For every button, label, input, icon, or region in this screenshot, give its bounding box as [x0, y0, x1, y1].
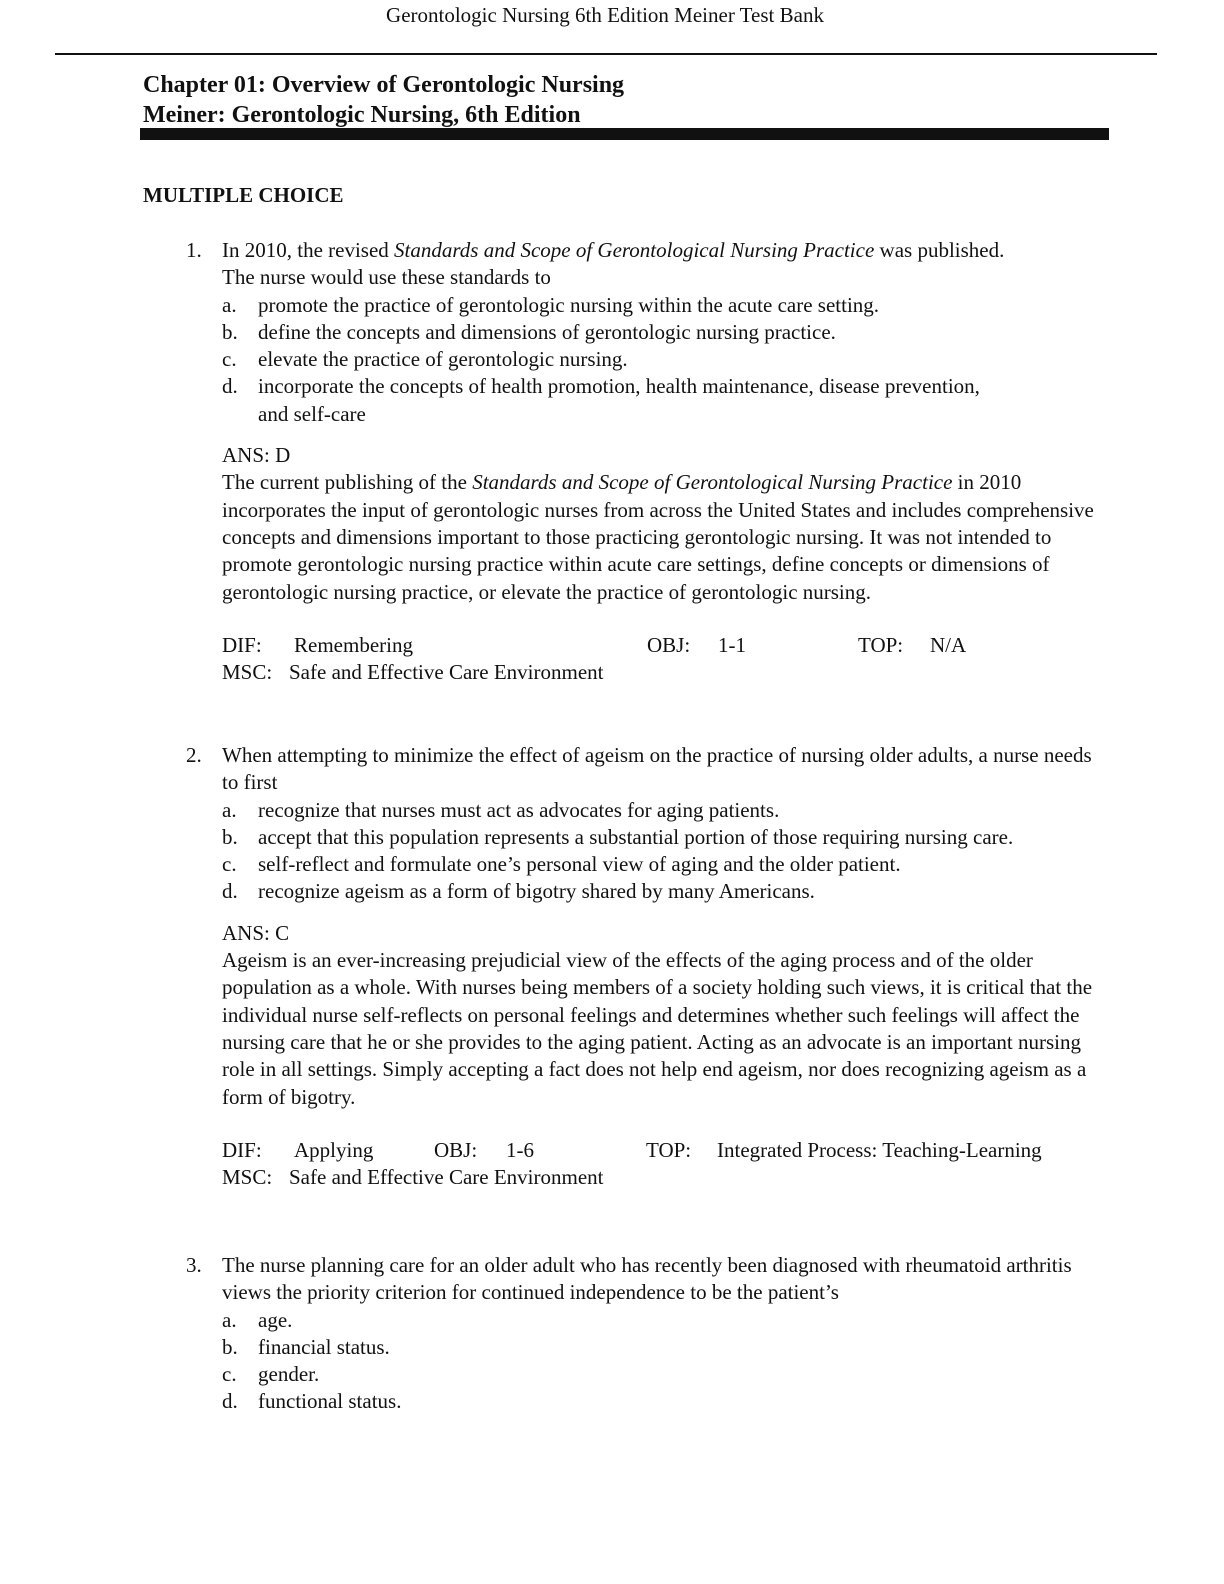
option-d: d. functional status. — [222, 1389, 402, 1414]
option-a: a. promote the practice of gerontologic nursing within the acute care setting. — [222, 292, 880, 317]
msc-label: MSC: — [222, 660, 273, 685]
question-3 — [186, 1252, 1116, 1416]
question-1 — [186, 237, 1116, 686]
book-title: Meiner: Gerontologic Nursing, 6th Edition — [143, 102, 581, 128]
obj-value: 1-6 — [506, 1137, 534, 1162]
question-metadata — [222, 632, 1116, 687]
question-stem: The nurse planning care for an older adult who has recently been diagnosed with rheumatoid arthritis views the priority criterion for continued independence to be the patient’s — [222, 1253, 1072, 1305]
question-number: 1. — [186, 238, 202, 262]
chapter-title: Chapter 01: Overview of Gerontologic Nursing — [143, 72, 625, 98]
answer-options — [222, 1307, 1116, 1416]
msc-label: MSC: — [222, 1165, 273, 1190]
header-divider — [55, 53, 1157, 55]
option-c: c. elevate the practice of gerontologic nursing. — [222, 347, 628, 372]
option-a: a. recognize that nurses must act as advocates for aging patients. — [222, 797, 780, 822]
answer-options — [222, 292, 1116, 428]
obj-label: OBJ: — [647, 632, 691, 657]
option-c: c. gender. — [222, 1362, 320, 1387]
option-b: b. financial status. — [222, 1334, 390, 1359]
answer-key: ANS: C — [222, 920, 290, 945]
option-a: a. age. — [222, 1307, 293, 1332]
option-d: d. incorporate the concepts of health promotion, health maintenance, disease prevention, and self-care — [222, 374, 980, 426]
msc-value: Safe and Effective Care Environment — [289, 660, 604, 685]
question-stem: When attempting to minimize the effect of ageism on the practice of nursing older adults, a nurse needs to first — [222, 743, 1092, 795]
rationale: Ageism is an ever-increasing prejudicial view of the effects of the aging process and of the older population as a whole. With nurses being members of a society holding such views, it is critical that the individual nurse self-reflects on personal feelings and determines whether such feelings will affect the nursing care that he or she provides to the aging patient. Acting as an advocate is an important nursing role in all settings. Simply accepting a fact does not help end ageism, nor does recognizing ageism as a form of bigotry. — [222, 948, 1093, 1109]
option-c: c. self-reflect and formulate one’s personal view of aging and the older patient. — [222, 852, 901, 877]
question-number: 2. — [186, 743, 202, 767]
question-stem: In 2010, the revised Standards and Scope of Gerontological Nursing Practice was published. The nurse would use these standards to — [222, 238, 1005, 290]
dif-label: DIF: — [222, 1137, 262, 1162]
question-2 — [186, 742, 1116, 1191]
question-number: 3. — [186, 1253, 202, 1277]
section-heading: MULTIPLE CHOICE — [143, 183, 344, 207]
top-value: Integrated Process: Teaching-Learning — [717, 1137, 1042, 1162]
chapter-divider — [140, 128, 1109, 140]
dif-label: DIF: — [222, 632, 262, 657]
option-b: b. accept that this population represents a substantial portion of those requiring nursing care. — [222, 824, 1014, 849]
msc-value: Safe and Effective Care Environment — [289, 1165, 604, 1190]
answer-key: ANS: D — [222, 443, 291, 468]
option-b: b. define the concepts and dimensions of gerontologic nursing practice. — [222, 319, 836, 344]
question-metadata — [222, 1137, 1116, 1192]
dif-value: Remembering — [294, 632, 413, 657]
answer-options — [222, 797, 1116, 906]
obj-value: 1-1 — [718, 632, 746, 657]
rationale: The current publishing of the Standards and Scope of Gerontological Nursing Practice in 2010 incorporates the input of gerontologic nurses from across the United States and includes comprehensive concepts and dimensions important to those practicing gerontologic nursing. It was not intended to promote gerontologic nursing practice within acute care settings, define concepts or dimensions of gerontologic nursing practice, or elevate the practice of gerontologic nursing. — [222, 470, 1094, 604]
obj-label: OBJ: — [434, 1137, 478, 1162]
dif-value: Applying — [294, 1137, 374, 1162]
chapter-heading — [143, 70, 1109, 130]
running-header: Gerontologic Nursing 6th Edition Meiner Test Bank — [386, 3, 824, 27]
top-value: N/A — [930, 632, 967, 657]
top-label: TOP: — [646, 1137, 692, 1162]
option-d: d. recognize ageism as a form of bigotry shared by many Americans. — [222, 879, 815, 904]
top-label: TOP: — [858, 632, 904, 657]
